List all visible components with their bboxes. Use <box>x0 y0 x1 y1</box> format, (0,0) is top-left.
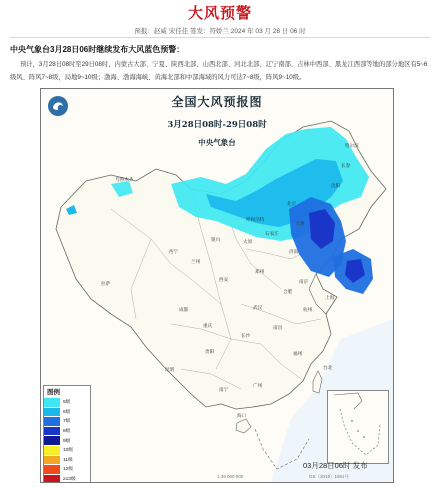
city-label: 沈阳 <box>331 183 341 188</box>
legend-label: 6级 <box>63 409 71 415</box>
legend-swatch <box>44 407 60 417</box>
legend-row <box>44 474 90 483</box>
legend-label: 12级 <box>63 467 74 473</box>
legend-label: 11级 <box>63 457 73 463</box>
legend-row <box>44 407 90 417</box>
south-china-sea-inset <box>327 390 389 464</box>
warning-headline: 中央气象台3月28日06时继续发布大风蓝色预警： <box>10 45 185 54</box>
city-label: 天津 <box>295 221 305 226</box>
city-label: 台北 <box>323 365 333 370</box>
legend-label: 10级 <box>63 448 74 454</box>
map-review-number: GS（2019）1651号 <box>309 474 350 479</box>
map-agency: 中央气象台 <box>198 138 236 147</box>
divider <box>10 37 430 38</box>
city-label: 拉萨 <box>101 281 111 286</box>
city-label: 海口 <box>237 413 247 418</box>
city-label: 成都 <box>179 307 189 312</box>
city-label: 西宁 <box>169 249 179 254</box>
legend-row <box>44 455 90 465</box>
city-label: 长沙 <box>241 333 251 338</box>
legend-swatch <box>44 426 60 436</box>
city-label: 银川 <box>211 237 221 242</box>
warning-body: 预计，3月28日08时至29日08时，内蒙古大部、宁夏、陕西北部、山西北部、河北北部、辽宁南部、吉林中西部、黑龙江西部等地的部分地区有5~6级风、阵风7~8级，局地9~10级；渤海、渤海海峡、黄海北部和中部海域的风力可达7~8级，阵风9~10级。 <box>10 61 428 81</box>
city-label: 昆明 <box>165 367 175 372</box>
legend-label: 5级 <box>63 400 71 406</box>
city-label: 合肥 <box>283 289 293 294</box>
city-label: 乌鲁木齐 <box>115 177 134 182</box>
map-period: 3月28日08时-29日08时 <box>167 120 267 130</box>
city-label: 郑州 <box>255 269 265 274</box>
hainan-island <box>236 419 251 433</box>
legend-row <box>44 416 90 426</box>
legend-row <box>44 426 90 436</box>
city-label: 长春 <box>341 163 351 168</box>
city-label: 石家庄 <box>265 231 279 236</box>
legend-swatch <box>44 474 60 483</box>
legend-row <box>44 397 90 407</box>
city-label: 广州 <box>253 383 263 388</box>
map-title: 全国大风预报图 <box>171 95 263 109</box>
map-legend <box>43 385 91 483</box>
legend-swatch <box>44 464 60 474</box>
city-label: 南宁 <box>219 387 229 392</box>
city-label: 兰州 <box>191 259 201 264</box>
legend-row <box>44 445 90 455</box>
city-label: 西安 <box>219 277 229 282</box>
city-label: 杭州 <box>303 307 313 312</box>
city-label: 北京 <box>287 201 297 206</box>
issued-time: 03月28日06时 发布 <box>303 461 368 470</box>
legend-swatch <box>44 397 60 407</box>
city-label: 福州 <box>293 351 303 356</box>
legend-swatch <box>44 416 60 426</box>
city-label: 南昌 <box>273 325 283 330</box>
legend-swatch <box>44 435 60 445</box>
legend-label: 7级 <box>63 419 71 425</box>
city-label: 哈尔滨 <box>345 143 359 148</box>
legend-label: ≥13级 <box>63 477 76 483</box>
city-label: 上海 <box>325 295 335 300</box>
city-label: 呼和浩特 <box>246 217 265 222</box>
legend-swatch <box>44 455 60 465</box>
map-scale: 1:39 000 000 <box>217 474 244 479</box>
city-label: 重庆 <box>203 323 213 328</box>
legend-swatch <box>44 445 60 455</box>
legend-rows <box>44 397 90 483</box>
legend-label: 9级 <box>63 438 71 444</box>
city-label: 济南 <box>289 249 299 254</box>
legend-title: 图例 <box>47 389 60 396</box>
city-label: 南京 <box>299 279 309 284</box>
article-meta: 预报：赵威 宋佳佳 签发：符娇兰 2024 年 03 月 28 日 06 时 <box>134 28 306 35</box>
legend-row <box>44 435 90 445</box>
warning-title: 大风预警 <box>187 5 252 22</box>
city-label: 贵阳 <box>205 349 215 354</box>
city-label: 太原 <box>243 239 253 244</box>
wind-forecast-map <box>40 88 394 483</box>
legend-label: 8级 <box>63 429 71 435</box>
legend-row <box>44 464 90 474</box>
city-label: 武汉 <box>253 305 263 310</box>
